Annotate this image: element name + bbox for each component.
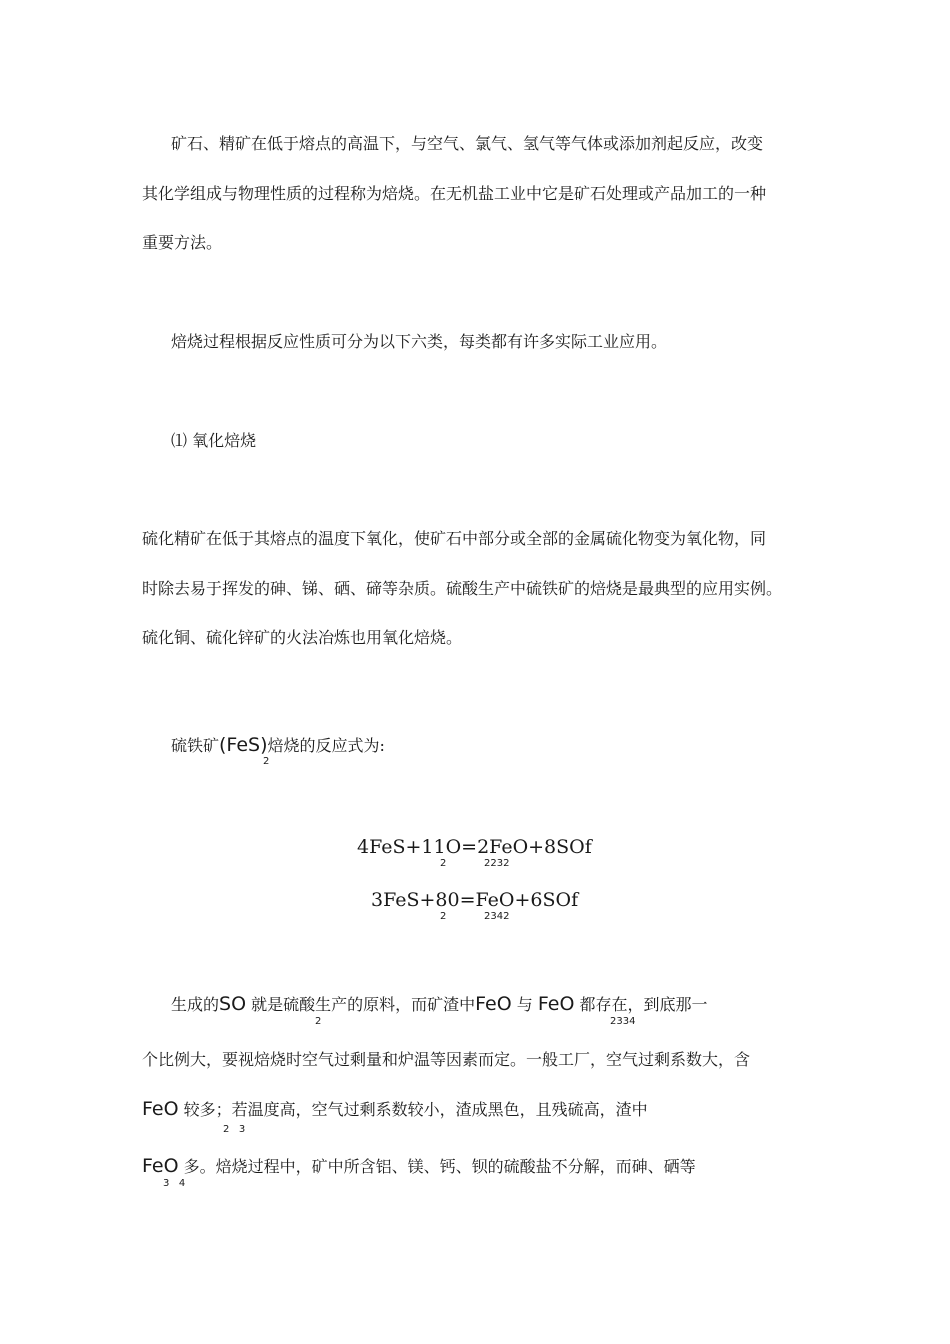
fe3o4-subscript: 3 4 [163,1178,186,1189]
para1-line3: 重要方法。 [142,233,223,252]
equation-2-sub-a: 2 [440,911,447,922]
para1-line1: 矿石、精矿在低于熔点的高温下，与空气、氯气、氢气等气体或添加剂起反应，改变 [171,134,764,153]
so2-subscript: 2 [315,1016,322,1027]
para5-line1 [171,994,708,1015]
para5-text-c: 与 [516,995,533,1014]
para3-line3: 硫化铜、硫化锌矿的火法冶炼也用氧化焙烧。 [142,628,463,647]
equation-2: 3FeS+80=FeO+6SOf [371,889,579,911]
formula-fes2: (FeS) [219,734,268,756]
para5-text-a: 生成的 [171,995,220,1014]
feo-subscript: 2334 [610,1016,636,1027]
para1-line2: 其化学组成与物理性质的过程称为焙烧。在无机盐工业中它是矿石处理或产品加工的一种 [142,184,767,203]
para3-line1: 硫化精矿在低于其熔点的温度下氧化，使矿石中部分或全部的金属硫化物变为氧化物，同 [142,529,767,548]
formula-subscript: 2 [263,756,270,767]
para4-pre: 硫铁矿 [171,736,220,755]
equation-2-sub-b: 2342 [484,911,510,922]
para4-post: 焙烧的反应式为: [267,736,385,755]
para5-line4-text: 多。焙烧过程中，矿中所含铝、镁、钙、钡的硫酸盐不分解，而砷、硒等 [183,1157,696,1176]
formula-feo-a: FeO [475,993,512,1015]
para5-line2: 个比例大，要视焙烧时空气过剩量和炉温等因素而定。一般工厂，空气过剩系数大，含 [142,1050,751,1069]
para5-line4 [142,1156,696,1177]
formula-fe3o4: FeO [142,1155,179,1177]
para4-line1 [171,735,385,756]
para5-line3 [142,1099,648,1120]
formula-so2: SO [219,993,247,1015]
equation-1-sub-b: 2232 [484,858,510,869]
equation-1-sub-a: 2 [440,858,447,869]
para5-text-d: 都存在，到底那一 [579,995,708,1014]
section-heading: ⑴ 氧化焙烧 [171,431,257,450]
para5-line3-text: 较多；若温度高，空气过剩系数较小，渣成黑色，且残硫高，渣中 [183,1100,648,1119]
para2-line1: 焙烧过程根据反应性质可分为以下六类，每类都有许多实际工业应用。 [171,332,668,351]
fe2o3-subscript: 2 3 [223,1124,246,1135]
para3-line2: 时除去易于挥发的砷、锑、硒、碲等杂质。硫酸生产中硫铁矿的焙烧是最典型的应用实例。 [142,579,783,598]
formula-feo-b: FeO [537,993,575,1015]
equation-1: 4FeS+11O=2FeO+8SOf [357,836,592,858]
para5-text-b: 就是硫酸生产的原料，而矿渣中 [251,995,476,1014]
formula-fe2o3: FeO [142,1098,179,1120]
